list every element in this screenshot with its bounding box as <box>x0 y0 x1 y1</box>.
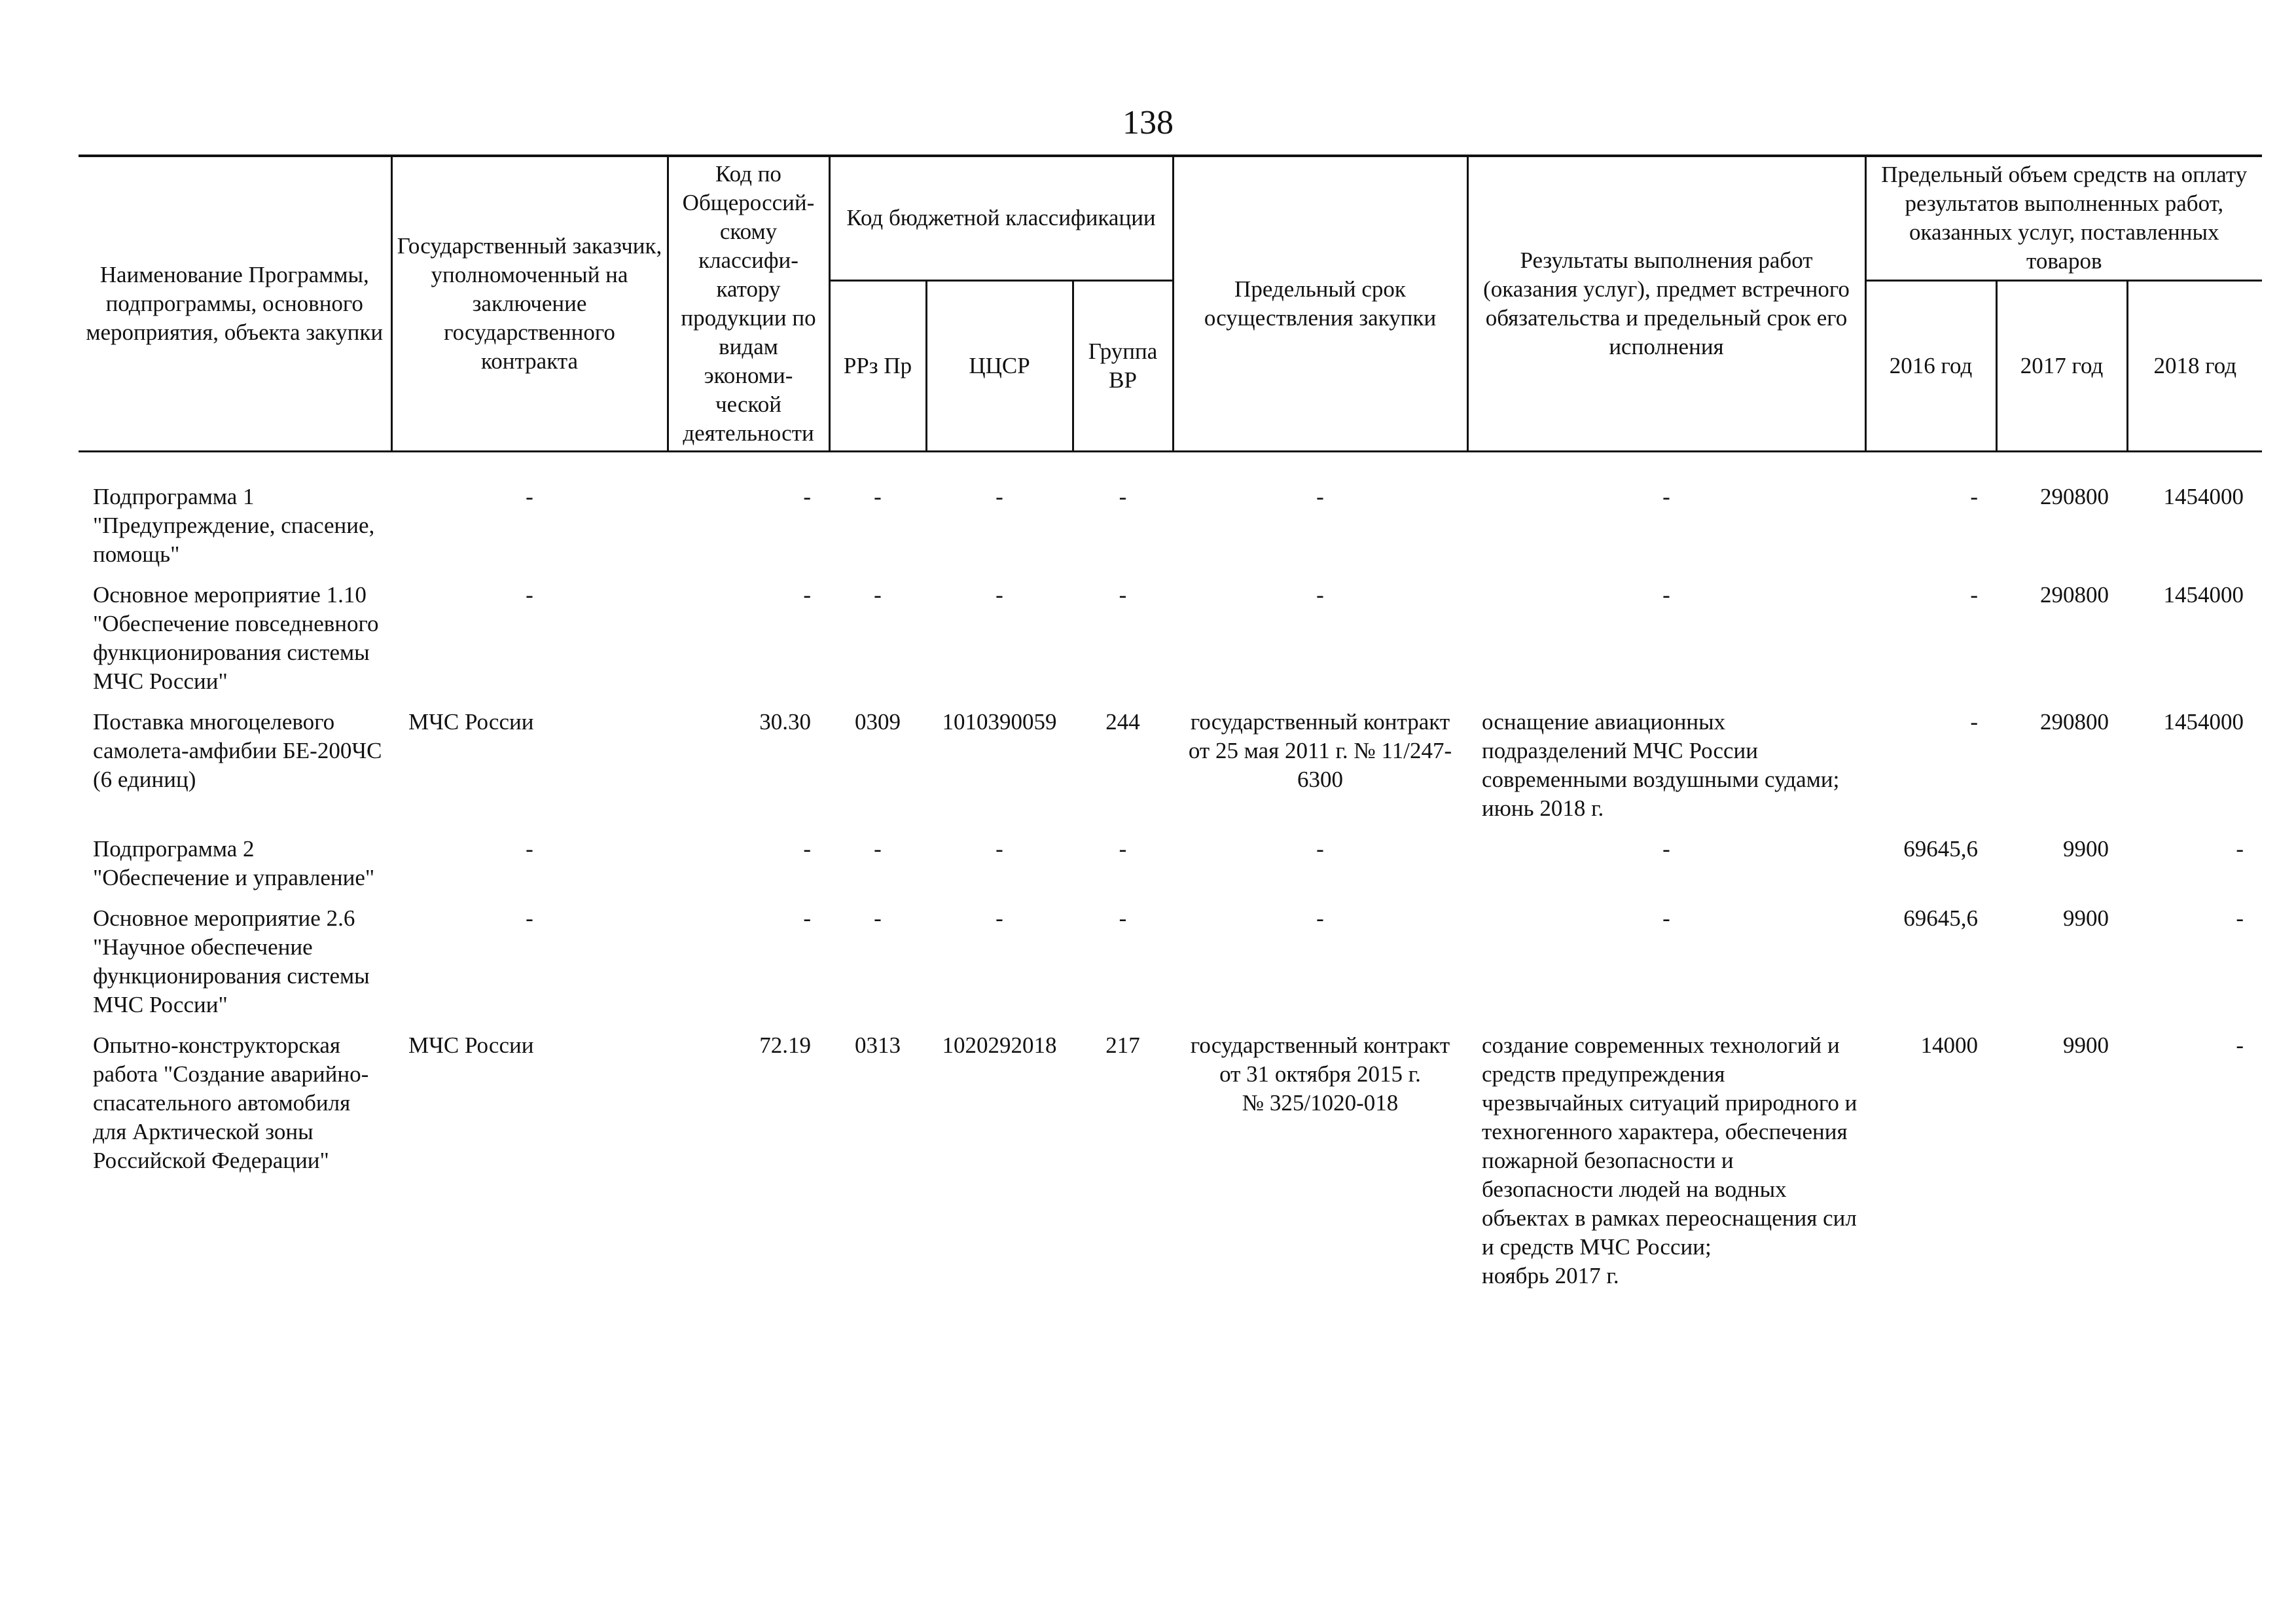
cell-customer: - <box>526 582 533 608</box>
cell-csr: - <box>996 905 1003 931</box>
cell-2018: 1454000 <box>2163 484 2244 509</box>
cell-rzpr: 0309 <box>855 709 901 735</box>
cell-2017: 9900 <box>2063 836 2109 862</box>
cell-okved: 30.30 <box>759 709 811 735</box>
cell-rzpr: - <box>874 836 882 862</box>
cell-rzpr: - <box>874 905 882 931</box>
header-kbk: Код бюджетной классификации <box>829 156 1173 280</box>
header-okved: Код по Общероссий-скому классифи-катору продукции по видам экономи-ческой деятельности <box>668 156 829 452</box>
cell-csr: - <box>996 484 1003 509</box>
cell-csr: 1020292018 <box>942 1032 1057 1058</box>
cell-vr: - <box>1119 836 1127 862</box>
cell-okved: - <box>803 484 811 509</box>
header-2017: 2017 год <box>1996 280 2127 451</box>
cell-vr: - <box>1119 905 1127 931</box>
cell-2017: 290800 <box>2040 582 2109 608</box>
cell-2018: - <box>2236 905 2244 931</box>
cell-deadline: государственный контракт от 31 октября 2015 г. № 325/1020-018 <box>1190 1032 1450 1116</box>
cell-deadline: государственный контракт от 25 мая 2011 г. № 11/247-6300 <box>1188 709 1452 792</box>
cell-name: Основное мероприятие 2.6 "Научное обеспечение функционирования системы МЧС России" <box>93 905 370 1017</box>
header-rzpr: РРз Пр <box>829 280 926 451</box>
header-funds: Предельный объем средств на оплату результатов выполненных работ, оказанных услуг, поставленных товаров <box>1865 156 2262 280</box>
table-row <box>79 904 2262 1031</box>
procurement-table-container <box>79 155 2262 1302</box>
cell-vr: - <box>1119 582 1127 608</box>
table-row <box>79 581 2262 708</box>
table-row <box>79 708 2262 835</box>
cell-2018: 1454000 <box>2163 709 2244 735</box>
cell-result: - <box>1662 484 1670 509</box>
cell-okved: 72.19 <box>759 1032 811 1058</box>
header-name: Наименование Программы, подпрограммы, основного мероприятия, объекта закупки <box>79 156 391 452</box>
cell-csr: - <box>996 836 1003 862</box>
cell-vr: 244 <box>1105 709 1140 735</box>
cell-rzpr: - <box>874 582 882 608</box>
cell-result: - <box>1662 836 1670 862</box>
cell-deadline: - <box>1316 582 1324 608</box>
cell-vr: 217 <box>1105 1032 1140 1058</box>
cell-2016: - <box>1970 484 1978 509</box>
cell-okved: - <box>803 582 811 608</box>
table-row <box>79 835 2262 904</box>
cell-customer: МЧС России <box>408 1032 534 1058</box>
cell-2016: 14000 <box>1920 1032 1978 1058</box>
cell-result: - <box>1662 905 1670 931</box>
cell-name: Опытно-конструкторская работа "Создание аварийно-спасательного автомобиля для Арктической зоны Российской Федерации" <box>93 1032 369 1173</box>
cell-customer: МЧС России <box>408 709 534 735</box>
cell-rzpr: - <box>874 484 882 509</box>
header-vr: Группа ВР <box>1073 280 1173 451</box>
cell-result: оснащение авиационных подразделений МЧС России современными воздушными судами; июнь 2018 г. <box>1482 709 1840 821</box>
header-customer: Государственный заказчик, уполномоченный на заключение государственного контракта <box>391 156 668 452</box>
header-csr: ЦЦСР <box>926 280 1073 451</box>
cell-deadline: - <box>1316 905 1324 931</box>
cell-name: Подпрограмма 2 "Обеспечение и управление" <box>93 836 375 890</box>
cell-customer: - <box>526 484 533 509</box>
table-row <box>79 1031 2262 1302</box>
cell-rzpr: 0313 <box>855 1032 901 1058</box>
cell-name: Поставка многоцелевого самолета-амфибии БЕ-200ЧС (6 единиц) <box>93 709 382 792</box>
cell-2017: 290800 <box>2040 709 2109 735</box>
header-2016: 2016 год <box>1865 280 1996 451</box>
cell-2018: 1454000 <box>2163 582 2244 608</box>
cell-vr: - <box>1119 484 1127 509</box>
cell-2016: 69645,6 <box>1903 836 1978 862</box>
table-row <box>79 452 2262 581</box>
cell-2016: - <box>1970 582 1978 608</box>
cell-name: Подпрограмма 1 "Предупреждение, спасение, помощь" <box>93 484 375 567</box>
cell-csr: 1010390059 <box>942 709 1057 735</box>
cell-okved: - <box>803 905 811 931</box>
header-deadline: Предельный срок осуществления закупки <box>1173 156 1467 452</box>
cell-result: - <box>1662 582 1670 608</box>
page-number: 138 <box>1122 104 1174 141</box>
cell-result: создание современных технологий и средств предупреждения чрезвычайных ситуаций природного и техногенного характера, обеспечения пожарной безопасности и безопасности людей на водных объектах в рамках переоснащения сил и средств МЧС России; ноябрь 2017 г. <box>1482 1032 1857 1288</box>
header-2018: 2018 год <box>2127 280 2262 451</box>
cell-csr: - <box>996 582 1003 608</box>
procurement-table <box>79 155 2262 1302</box>
cell-customer: - <box>526 836 533 862</box>
cell-2018: - <box>2236 1032 2244 1058</box>
cell-customer: - <box>526 905 533 931</box>
cell-2017: 9900 <box>2063 1032 2109 1058</box>
cell-2017: 9900 <box>2063 905 2109 931</box>
cell-2017: 290800 <box>2040 484 2109 509</box>
cell-2018: - <box>2236 836 2244 862</box>
cell-deadline: - <box>1316 836 1324 862</box>
header-results: Результаты выполнения работ (оказания услуг), предмет встречного обязательства и предельный срок его исполнения <box>1467 156 1865 452</box>
cell-2016: 69645,6 <box>1903 905 1978 931</box>
cell-okved: - <box>803 836 811 862</box>
cell-2016: - <box>1970 709 1978 735</box>
cell-name: Основное мероприятие 1.10 "Обеспечение повседневного функционирования системы МЧС России" <box>93 582 379 694</box>
cell-deadline: - <box>1316 484 1324 509</box>
